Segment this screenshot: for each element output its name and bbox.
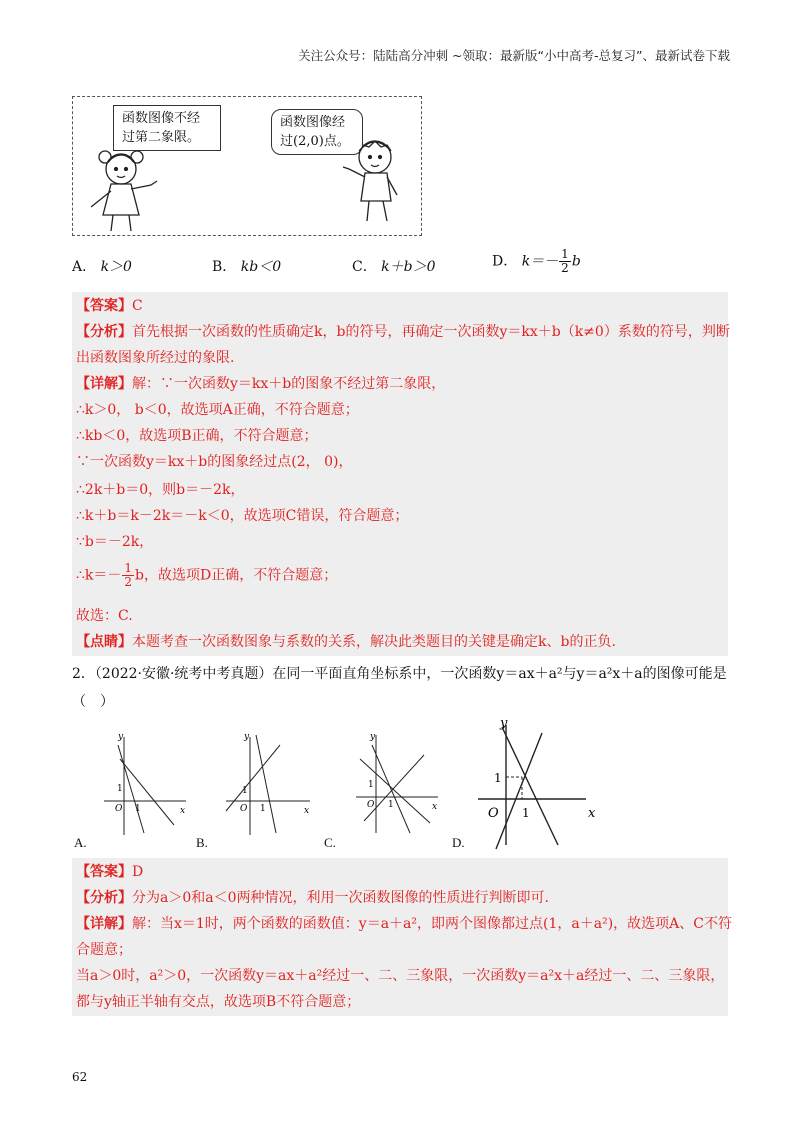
graph-a <box>96 725 196 840</box>
q1-detail-line-8 <box>76 562 337 589</box>
children-drawing <box>73 97 421 235</box>
detail-8-numerator: 1 <box>124 561 133 575</box>
detail-8-denominator: 2 <box>124 575 133 589</box>
option-c <box>352 256 436 276</box>
option-a-expr: k＞0 <box>100 259 132 275</box>
q1-detail-line-2: ∴k＞0， b＜0，故选项A正确，不符合题意； <box>76 402 359 418</box>
option-d-fraction <box>559 248 571 275</box>
page-header: 关注公众号：陆陆高分冲刺 ~领取：最新版“小中高考-总复习”、最新试卷下载 <box>298 48 730 63</box>
graph-d-tick-y: 1 <box>494 771 502 785</box>
boy-figure <box>343 141 397 221</box>
page-number: 62 <box>72 1070 88 1084</box>
graph-c-tick-x: 1 <box>388 800 394 810</box>
q1-answer-block <box>72 292 728 656</box>
q2-analysis-tag: 【分析】 <box>76 890 132 906</box>
graph-a-x-label: x <box>180 806 186 816</box>
graph-label-c: C. <box>324 835 336 850</box>
q1-answer-line <box>76 296 143 316</box>
option-d-expr-pre: k＝－ <box>521 253 559 270</box>
q2-answer-tag: 【答案】 <box>76 864 132 880</box>
q2-analysis-text: 分为a＞0和a＜0两种情况，利用一次函数图像的性质进行判断即可. <box>132 890 549 906</box>
analysis-text-1: 首先根据一次函数的性质确定k，b的符号，再确定一次函数y＝kx＋b（k≠0）系数的符号，判断 <box>132 324 730 340</box>
option-c-expr: k＋b＞0 <box>381 259 436 275</box>
graph-label-d: D. <box>452 835 465 850</box>
graph-c-origin: O <box>367 800 375 810</box>
q2-stem-line-2: （ ） <box>72 694 114 710</box>
option-a <box>72 256 132 276</box>
option-b-expr: kb＜0 <box>240 259 282 275</box>
q2-analysis-line <box>76 888 549 908</box>
q1-detail-line-7: ∵b＝－2k， <box>76 534 154 550</box>
illustration-box <box>72 96 422 236</box>
graph-d-y-label: y <box>500 716 508 731</box>
graph-b-y-label: y <box>244 732 250 742</box>
q2-detail-line-2: 合题意； <box>76 942 132 958</box>
option-d-numerator: 1 <box>561 247 569 261</box>
comment-tag: 【点睛】 <box>76 634 132 650</box>
analysis-tag: 【分析】 <box>76 324 132 340</box>
graph-d-x-label: x <box>588 806 596 821</box>
graph-b-tick-x: 1 <box>260 804 266 814</box>
q1-analysis-line-1 <box>76 322 730 342</box>
girl-bubble-line-2: 过第二象限。 <box>122 130 201 145</box>
q2-answer-block <box>72 858 732 1016</box>
q2-graph-options <box>72 715 728 855</box>
detail-8-post: b，故选项D正确，不符合题意； <box>135 567 338 584</box>
graph-c <box>350 725 450 840</box>
q1-detail-line-4: ∵一次函数y＝kx＋b的图象经过点(2， 0)， <box>76 454 353 470</box>
graph-d-tick-x: 1 <box>522 806 530 820</box>
q2-detail-line-1 <box>76 914 732 934</box>
option-b <box>212 256 281 276</box>
graph-c-tick-y: 1 <box>368 780 374 790</box>
q1-detail-line-3: ∴kb＜0，故选项B正确，不符合题意； <box>76 428 318 444</box>
graph-b-tick-y: 1 <box>242 786 248 796</box>
q2-detail-text-1: 解：当x＝1时，两个函数的函数值：y＝a＋a²，即两个图像都过点(1，a＋a²)，故选项A、C不符 <box>132 916 732 932</box>
q2-stem <box>72 663 727 713</box>
boy-bubble-line-1: 函数图像经 <box>280 115 346 130</box>
graph-d <box>474 715 604 855</box>
q1-detail-line-6: ∴k＋b＝k－2k＝－k＜0，故选项C错误，符合题意； <box>76 508 409 524</box>
girl-bubble-line-1: 函数图像不经 <box>122 111 201 126</box>
option-d <box>492 248 581 275</box>
option-d-denominator: 2 <box>561 261 569 275</box>
q1-choose-line: 故选：C. <box>76 608 133 624</box>
q2-detail-tag: 【详解】 <box>76 916 132 932</box>
graph-d-origin: O <box>488 806 499 821</box>
graph-b-x-label: x <box>304 806 310 816</box>
q1-detail-line-5: ∴2k＋b＝0，则b＝－2k， <box>76 482 245 498</box>
option-a-label: A． <box>72 259 97 275</box>
graph-c-line-1 <box>372 745 410 833</box>
graph-a-tick-x: 1 <box>135 804 141 814</box>
answer-value: C <box>132 298 143 314</box>
q1-comment-line <box>76 632 616 652</box>
detail-text-1: 解：∵一次函数y＝kx＋b的图象不经过第二象限， <box>132 376 446 392</box>
q2-answer-line <box>76 862 143 882</box>
graph-b <box>218 725 318 840</box>
graph-a-y-label: y <box>118 732 124 742</box>
graph-d-line-2 <box>496 733 542 849</box>
answer-tag: 【答案】 <box>76 298 132 314</box>
graph-c-x-label: x <box>432 802 438 812</box>
option-d-label: D． <box>492 253 518 270</box>
option-b-label: B． <box>212 259 237 275</box>
graph-a-tick-y: 1 <box>117 784 123 794</box>
detail-8-pre: ∴k＝－ <box>76 567 122 584</box>
option-d-expr-post: b <box>571 253 581 270</box>
q2-stem-line-1: 2．（2022·安徽·统考中考真题）在同一平面直角坐标系中，一次函数y＝ax＋a²与y＝a²x＋a的图像可能是 <box>72 666 727 682</box>
graph-label-b: B. <box>196 835 208 850</box>
graph-label-a: A. <box>74 835 87 850</box>
q2-detail-line-4: 都与y轴正半轴有交点，故选项B不符合题意； <box>76 994 361 1010</box>
boy-bubble-line-2: 过(2,0)点。 <box>280 134 350 149</box>
detail-8-fraction <box>122 562 134 589</box>
detail-tag: 【详解】 <box>76 376 132 392</box>
girl-figure <box>91 151 157 231</box>
option-c-label: C． <box>352 259 377 275</box>
graph-d-line-1 <box>502 727 558 845</box>
comment-text: 本题考查一次函数图象与系数的关系，解决此类题目的关键是确定k、b的正负. <box>132 634 616 650</box>
graph-a-line-2 <box>120 759 174 825</box>
q2-answer-value: D <box>132 864 144 880</box>
graph-b-line-2 <box>256 735 276 833</box>
q1-detail-line-1 <box>76 374 445 394</box>
graph-b-origin: O <box>240 804 248 814</box>
graph-a-origin: O <box>115 804 123 814</box>
q2-detail-line-3: 当a＞0时，a²＞0，一次函数y＝ax＋a²经过一、二、三象限，一次函数y＝a²x＋a经过一、二、三象限， <box>76 968 725 984</box>
graph-c-y-label: y <box>370 732 376 742</box>
q1-analysis-line-2: 出函数图象所经过的象限. <box>76 350 235 366</box>
